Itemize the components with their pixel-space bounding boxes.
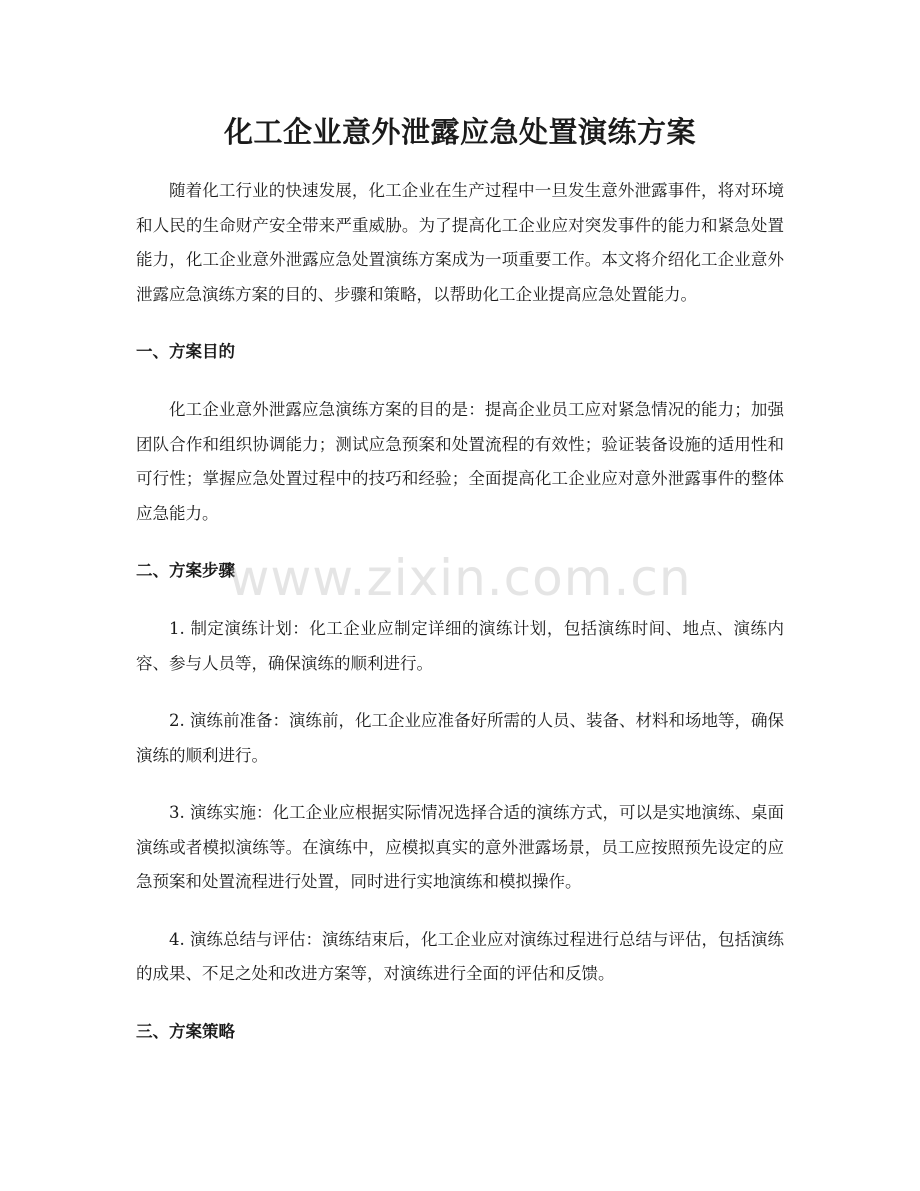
- purpose-paragraph: 化工企业意外泄露应急演练方案的目的是：提高企业员工应对紧急情况的能力；加强团队合作和组织协调能力；测试应急预案和处置流程的有效性；验证装备设施的适用性和可行性；掌握应急处置过程中的技巧和经验；全面提高化工企业应对意外泄露事件的整体应急能力。: [136, 400, 784, 523]
- step-paragraph-1: 1. 制定演练计划：化工企业应制定详细的演练计划，包括演练时间、地点、演练内容、参与人员等，确保演练的顺利进行。: [136, 619, 784, 673]
- step-paragraph-3: 3. 演练实施：化工企业应根据实际情况选择合适的演练方式，可以是实地演练、桌面演练或者模拟演练等。在演练中，应模拟真实的意外泄露场景，员工应按照预先设定的应急预案和处置流程进行处置，同时进行实地演练和模拟操作。: [136, 803, 784, 891]
- section-heading-purpose: 一、方案目的: [136, 342, 235, 361]
- section-heading-strategy: 三、方案策略: [136, 1021, 235, 1041]
- watermark: www.zixin.com.cn: [228, 549, 692, 607]
- document-body: [136, 174, 784, 1073]
- intro-paragraph: 随着化工行业的快速发展，化工企业在生产过程中一旦发生意外泄露事件，将对环境和人民的生命财产安全带来严重威胁。为了提高化工企业应对突发事件的能力和紧急处置能力，化工企业意外泄露应急处置演练方案成为一项重要工作。本文将介绍化工企业意外泄露应急演练方案的目的、步骤和策略，以帮助化工企业提高应急处置能力。: [136, 181, 784, 304]
- section-heading-steps: 二、方案步骤: [136, 561, 235, 580]
- page-title: 化工企业意外泄露应急处置演练方案: [223, 115, 696, 149]
- step-paragraph-4: 4. 演练总结与评估：演练结束后，化工企业应对演练过程进行总结与评估，包括演练的成果、不足之处和改进方案等，对演练进行全面的评估和反馈。: [136, 929, 784, 983]
- step-paragraph-2: 2. 演练前准备：演练前，化工企业应准备好所需的人员、装备、材料和场地等，确保演练的顺利进行。: [136, 711, 784, 765]
